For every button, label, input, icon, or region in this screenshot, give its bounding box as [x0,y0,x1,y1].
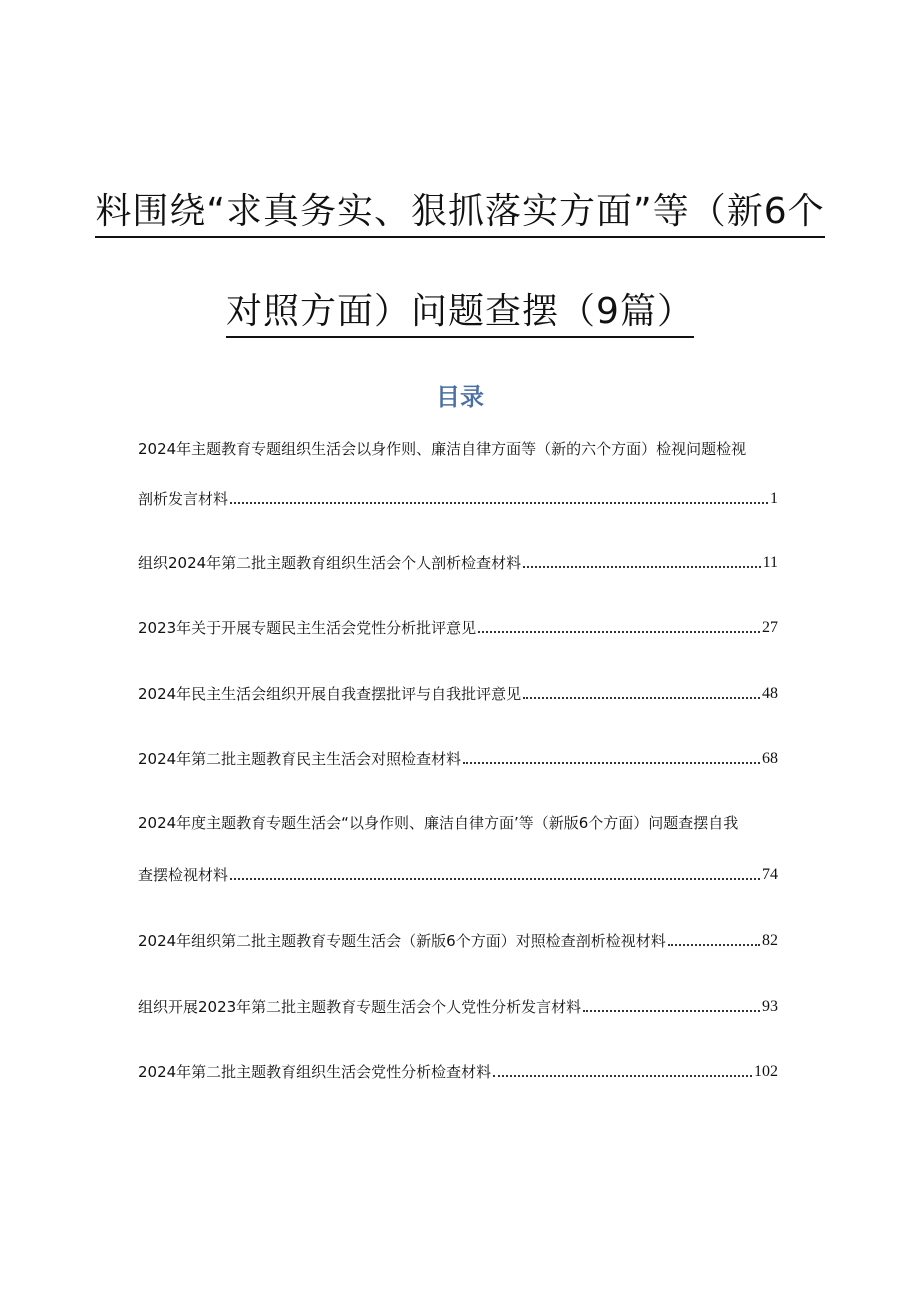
toc-leader-dots [523,565,760,568]
toc-entry-page: 102 [754,1063,778,1080]
toc-entry-title: 2023年关于开展专题民主生活会党性分析批评意见 [138,619,477,637]
toc-entry-title: 组织2024年第二批主题教育组织生活会个人剖析检查材料 [138,554,522,572]
toc-leader-dots [583,1009,760,1012]
toc-heading: 目录 [436,383,484,411]
toc-entry-3[interactable] [138,617,778,639]
toc-entry-page: 74 [762,866,778,883]
toc-leader-dots [493,1074,752,1077]
toc-entry-page: 48 [762,685,778,702]
toc-leader-dots [230,877,760,880]
toc-entry-first-line: 2024年主题教育专题组织生活会以身作则、廉洁自律方面等（新的六个方面）检视问题检视 [138,440,747,458]
toc-entry-title: 2024年第二批主题教育组织生活会党性分析检查材料 [138,1063,492,1081]
title-text-2: 对照方面）问题查摆（9篇） [226,290,694,338]
toc-entry-6[interactable] [138,812,778,886]
toc-entry-title: 查摆检视材料 [138,866,229,884]
toc-entry-9[interactable] [138,1061,778,1083]
toc-entry-title: 2024年组织第二批主题教育专题生活会（新版6个方面）对照检查剖析检视材料 [138,932,666,950]
toc-entry-4[interactable] [138,683,778,705]
toc-entry-page: 68 [762,750,778,767]
toc-leader-dots [668,943,760,946]
toc-leader-dots [478,630,760,633]
toc-leader-dots [523,696,760,699]
toc-entry-page: 93 [762,998,778,1015]
toc-entry-title: 组织开展2023年第二批主题教育专题生活会个人党性分析发言材料 [138,998,582,1016]
toc-entry-7[interactable] [138,930,778,952]
toc-leader-dots [463,761,760,764]
toc-entry-first-line: 2024年度主题教育专题生活会“以身作则、廉洁自律方面’等（新版6个方面）问题查摆自我 [138,814,739,832]
toc-entry-title: 2024年第二批主题教育民主生活会对照检查材料 [138,750,462,768]
toc-entry-page: 1 [770,490,778,507]
toc-entry-page: 27 [762,619,778,636]
document-title-line-2 [0,290,920,338]
toc-entry-5[interactable] [138,748,778,770]
toc-entry-page: 82 [762,932,778,949]
toc-entry-title: 剖析发言材料 [138,490,229,508]
document-title-line-1 [0,190,920,238]
toc-entry-2[interactable] [138,552,778,574]
toc-entry-1[interactable] [138,438,778,510]
title-text-1: 料围绕“求真务实、狠抓落实方面”等（新6个 [95,190,824,238]
toc-entry-8[interactable] [138,996,778,1018]
toc-entry-title: 2024年民主生活会组织开展自我查摆批评与自我批评意见 [138,685,522,703]
toc-leader-dots [230,501,768,504]
toc-entry-page: 11 [762,554,778,571]
